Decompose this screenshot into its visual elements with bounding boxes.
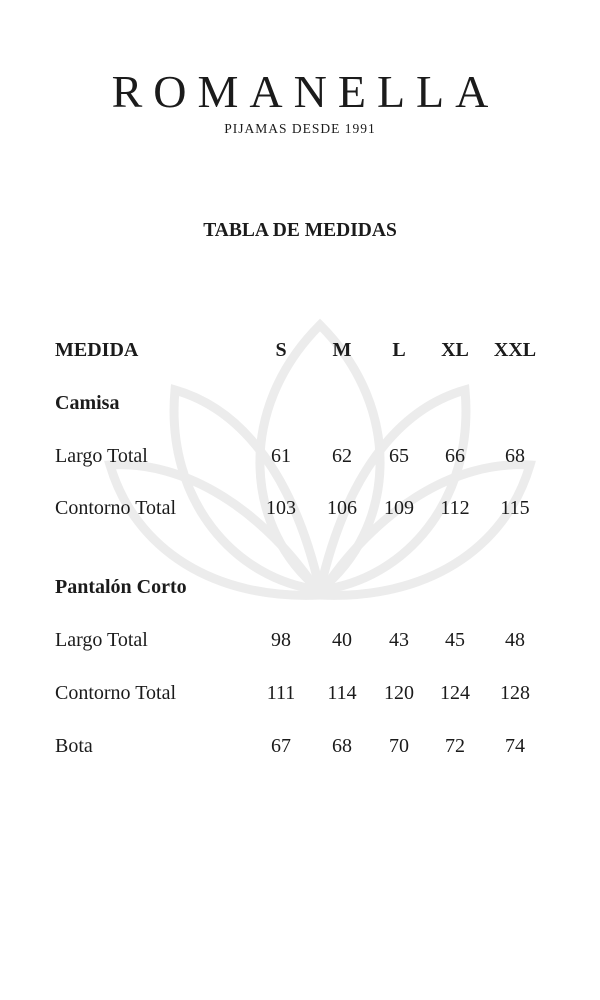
- cell-value: 109: [384, 497, 414, 519]
- table-row: [0, 625, 600, 655]
- cell-value: 120: [384, 682, 414, 704]
- cell-value: 106: [327, 497, 357, 519]
- cell-value: 45: [445, 629, 465, 651]
- cell-value: 48: [505, 629, 525, 651]
- cell-value: 111: [266, 682, 296, 704]
- cell-value: 68: [505, 445, 525, 467]
- row-label: Contorno Total: [55, 497, 177, 519]
- size-header: XXL: [493, 339, 537, 361]
- cell-value: 68: [332, 735, 352, 757]
- table-row: [0, 731, 600, 761]
- row-label: Largo Total: [55, 445, 148, 467]
- cell-value: 65: [389, 445, 409, 467]
- size-header: S: [275, 339, 287, 361]
- table-row: [0, 678, 600, 708]
- cell-value: 74: [505, 735, 525, 757]
- cell-value: 114: [327, 682, 357, 704]
- table-row: [0, 493, 600, 523]
- section-name: Camisa: [55, 392, 120, 414]
- cell-value: 103: [266, 497, 296, 519]
- cell-value: 66: [445, 445, 465, 467]
- cell-value: 124: [440, 682, 470, 704]
- cell-value: 70: [389, 735, 409, 757]
- page-title: TABLA DE MEDIDAS: [203, 220, 397, 241]
- cell-value: 112: [440, 497, 470, 519]
- table-row: [0, 441, 600, 471]
- table-header: [0, 335, 600, 365]
- section-heading: [0, 388, 600, 418]
- header-label: MEDIDA: [55, 339, 139, 361]
- cell-value: 43: [389, 629, 409, 651]
- row-label: Bota: [55, 735, 93, 757]
- cell-value: 40: [332, 629, 352, 651]
- cell-value: 61: [271, 445, 291, 467]
- size-header: XL: [441, 339, 469, 361]
- cell-value: 62: [332, 445, 352, 467]
- section-name: Pantalón Corto: [55, 576, 187, 598]
- section-heading: [0, 572, 600, 602]
- cell-value: 72: [445, 735, 465, 757]
- size-header: L: [392, 339, 406, 361]
- cell-value: 98: [271, 629, 291, 651]
- brand-tagline: PIJAMAS DESDE 1991: [224, 121, 376, 136]
- cell-value: 115: [500, 497, 530, 519]
- cell-value: 128: [500, 682, 530, 704]
- size-header: M: [332, 339, 352, 361]
- row-label: Contorno Total: [55, 682, 177, 704]
- cell-value: 67: [271, 735, 291, 757]
- row-label: Largo Total: [55, 629, 148, 651]
- brand-logo: ROMANELLA: [111, 66, 500, 117]
